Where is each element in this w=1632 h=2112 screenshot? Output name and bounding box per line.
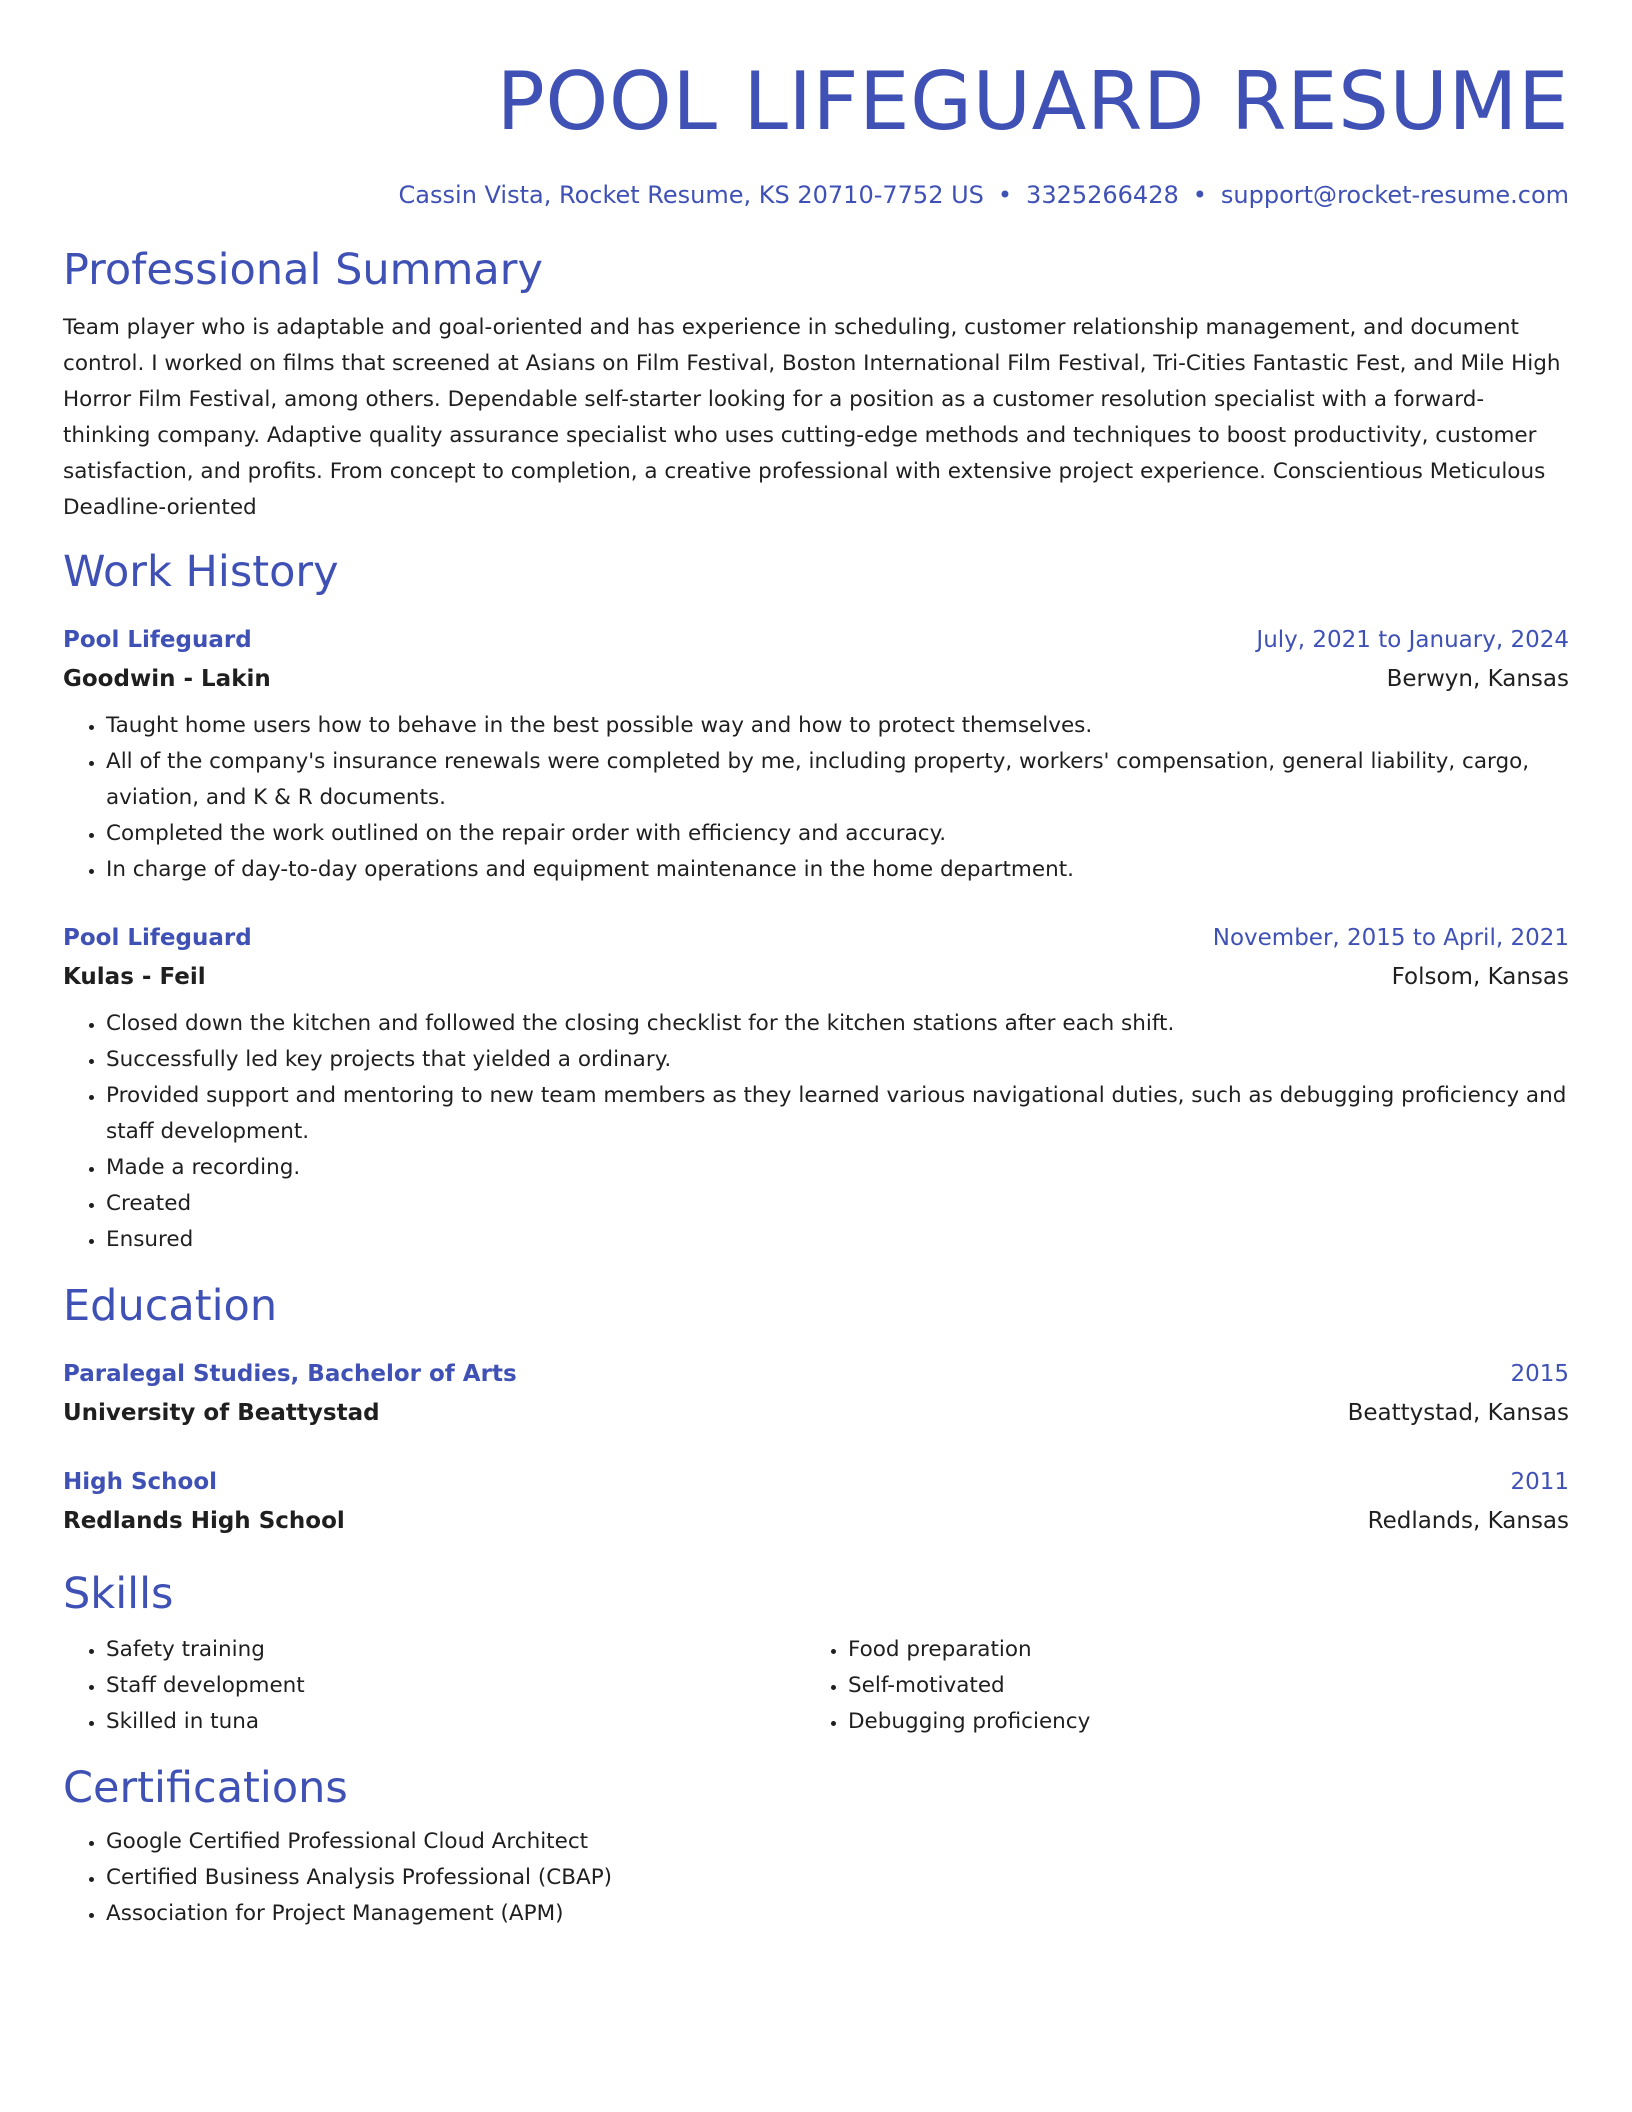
job-company-row	[63, 660, 1569, 698]
degree: High School	[63, 1469, 218, 1495]
skills-list	[63, 1632, 805, 1740]
skills-grid	[63, 1632, 1569, 1740]
skill-item: • Food preparation	[848, 1632, 1547, 1668]
graduation-year: 2015	[1510, 1361, 1569, 1387]
job-title-row	[63, 620, 1569, 660]
contact-line	[63, 180, 1569, 210]
job-dates: November, 2015 to April, 2021	[1212, 925, 1569, 951]
contact-address: Cassin Vista, Rocket Resume, KS 20710-7752 US	[398, 181, 984, 209]
school-row	[63, 1502, 1569, 1540]
contact-phone[interactable]: 3325266428	[1026, 181, 1179, 209]
school-row	[63, 1394, 1569, 1432]
summary-heading: Professional Summary	[63, 245, 543, 295]
job-bullet: • Completed the work outlined on the repair order with efficiency and accuracy.	[106, 816, 1569, 852]
resume-title: POOL LIFEGUARD RESUME	[496, 55, 1569, 148]
skill-item: • Staff development	[106, 1668, 805, 1704]
job-location: Berwyn, Kansas	[1386, 666, 1569, 692]
job-bullet: • In charge of day-to-day operations and equipment maintenance in the home department.	[106, 852, 1569, 888]
job-title: Pool Lifeguard	[63, 627, 252, 653]
job-company: Kulas - Feil	[63, 964, 206, 990]
school-name: University of Beattystad	[63, 1400, 380, 1426]
job-bullets	[63, 708, 1569, 888]
skills-heading: Skills	[63, 1569, 174, 1619]
education-heading: Education	[63, 1281, 278, 1331]
contact-separator: •	[1192, 181, 1207, 209]
contact-separator: •	[997, 181, 1013, 209]
degree-row	[63, 1462, 1569, 1502]
education-entry	[63, 1354, 1569, 1432]
graduation-year: 2011	[1510, 1469, 1569, 1495]
certification-item: • Google Certified Professional Cloud Architect	[106, 1824, 1569, 1860]
job-location: Folsom, Kansas	[1391, 964, 1569, 990]
job-bullet: • All of the company's insurance renewals were completed by me, including property, workers' compensation, general liability, cargo, aviation, and K & R documents.	[106, 744, 1569, 816]
job-company: Goodwin - Lakin	[63, 666, 271, 692]
school-location: Beattystad, Kansas	[1347, 1400, 1569, 1426]
job-bullet: • Successfully led key projects that yielded a ordinary.	[106, 1042, 1569, 1078]
job-bullet: • Provided support and mentoring to new team members as they learned various navigational duties, such as debugging proficiency and staff development.	[106, 1078, 1569, 1150]
skills-column-left	[63, 1632, 805, 1740]
certification-item: • Association for Project Management (APM)	[106, 1896, 1569, 1932]
job-bullet: • Made a recording.	[106, 1150, 1569, 1186]
certifications-list	[63, 1824, 1569, 1932]
job-bullet: • Taught home users how to behave in the best possible way and how to protect themselves.	[106, 708, 1569, 744]
skills-list	[805, 1632, 1547, 1740]
school-name: Redlands High School	[63, 1508, 345, 1534]
degree: Paralegal Studies, Bachelor of Arts	[63, 1361, 517, 1387]
certifications-heading: Certifications	[63, 1763, 348, 1813]
contact-email[interactable]: support@rocket-resume.com	[1220, 181, 1569, 209]
resume-header	[63, 54, 1569, 210]
job-bullet: • Closed down the kitchen and followed the closing checklist for the kitchen stations after each shift.	[106, 1006, 1569, 1042]
work-history-heading: Work History	[63, 547, 339, 597]
education-entry	[63, 1462, 1569, 1540]
job-bullet: • Created	[106, 1186, 1569, 1222]
skill-item: • Self-motivated	[848, 1668, 1547, 1704]
certification-item: • Certified Business Analysis Professional (CBAP)	[106, 1860, 1569, 1896]
skills-column-right	[805, 1632, 1547, 1740]
job-title-row	[63, 918, 1569, 958]
skill-item: • Skilled in tuna	[106, 1704, 805, 1740]
summary-text: Team player who is adaptable and goal-oriented and has experience in scheduling, customer relationship management, and document control. I worked on films that screened at Asians on Film Festival, Boston International Film Festival, Tri-Cities Fantastic Fest, and Mile High Horror Film Festival, among others. Dependable self-starter looking for a position as a customer resolution specialist with a forward-thinking company. Adaptive quality assurance specialist who uses cutting-edge methods and techniques to boost productivity, customer satisfaction, and profits. From concept to completion, a creative professional with extensive project experience. Conscientious Meticulous Deadline-oriented	[63, 315, 1561, 520]
job-title: Pool Lifeguard	[63, 925, 252, 951]
skill-item: • Safety training	[106, 1632, 805, 1668]
work-entry	[63, 918, 1569, 1258]
job-company-row	[63, 958, 1569, 996]
job-dates: July, 2021 to January, 2024	[1256, 627, 1569, 653]
job-bullet: • Ensured	[106, 1222, 1569, 1258]
work-entry	[63, 620, 1569, 888]
skill-item: • Debugging proficiency	[848, 1704, 1547, 1740]
school-location: Redlands, Kansas	[1367, 1508, 1569, 1534]
degree-row	[63, 1354, 1569, 1394]
job-bullets	[63, 1006, 1569, 1258]
